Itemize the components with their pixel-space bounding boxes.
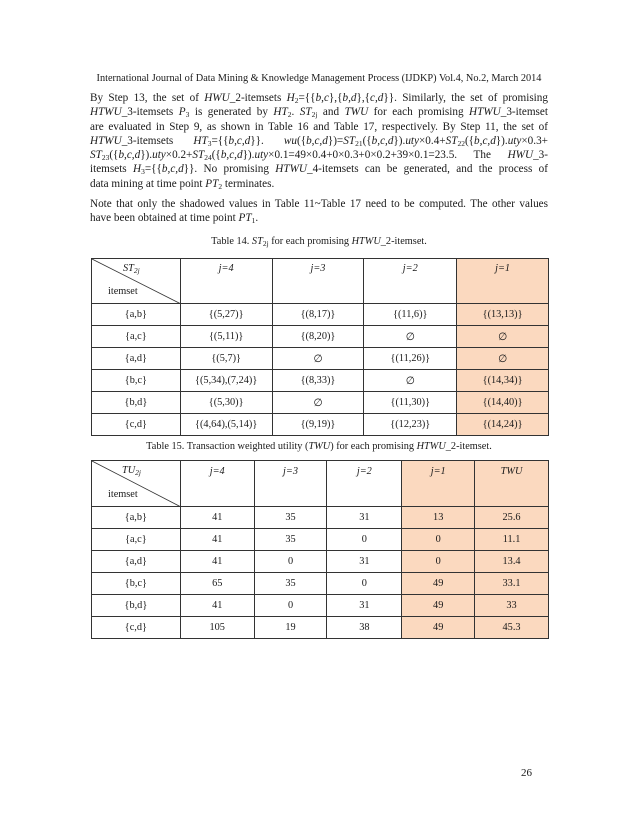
table14 [91, 258, 549, 436]
table-cell: {(11,30)} [364, 392, 457, 414]
table-cell: {(5,30)} [180, 392, 272, 414]
table15-col-header: TWU [475, 461, 549, 507]
table-cell: 41 [180, 551, 254, 573]
table14-corner-bottom: itemset [108, 286, 138, 297]
table-cell-shaded: 13 [402, 507, 475, 529]
table-cell: ∅ [364, 326, 457, 348]
table-cell: 0 [254, 595, 327, 617]
table-cell-shaded: 49 [402, 573, 475, 595]
itemset-cell: {a,b} [92, 304, 181, 326]
table15-corner-cell [92, 461, 181, 507]
table-cell: {(9,19)} [272, 414, 364, 436]
table-cell: {(11,26)} [364, 348, 457, 370]
table-cell: 41 [180, 529, 254, 551]
table-cell: 105 [180, 617, 254, 639]
table-cell: {(8,33)} [272, 370, 364, 392]
para2-line-2: have been obtained at time point $PT_1$. [90, 212, 259, 226]
table-cell: 65 [180, 573, 254, 595]
para1-line-1: By Step 13, the set of HWU_2-itemsets $H_2=\{\{b,c\},\{b,d\},\{c,d\}\}$. Similarly, the set of promising [90, 92, 548, 105]
table15-caption: Table 15. Transaction weighted utility (TWU) for each promising HTWU_2-itemset. [146, 441, 492, 452]
itemset-cell: {c,d} [92, 617, 181, 639]
table15 [91, 460, 549, 639]
table14-col-header: j=3 [272, 259, 364, 304]
table-cell: {(8,20)} [272, 326, 364, 348]
table-cell: 41 [180, 595, 254, 617]
table-row [92, 414, 549, 436]
table-cell: {(11,6)} [364, 304, 457, 326]
table-cell-shaded: ∅ [457, 326, 549, 348]
table-cell-shaded: {(13,13)} [457, 304, 549, 326]
table-cell-shaded: 49 [402, 617, 475, 639]
table-cell: 0 [327, 529, 402, 551]
table-row [92, 507, 549, 529]
table15-col-header: j=2 [327, 461, 402, 507]
table15-col-header: j=3 [254, 461, 327, 507]
itemset-cell: {a,c} [92, 326, 181, 348]
table-cell-shaded: {(14,24)} [457, 414, 549, 436]
table-row [92, 573, 549, 595]
table-cell: 31 [327, 507, 402, 529]
table-cell-shaded: 11.1 [475, 529, 549, 551]
itemset-cell: {b,d} [92, 595, 181, 617]
paragraph-step13 [90, 91, 548, 191]
table-row [92, 595, 549, 617]
table-cell: {(4,64),(5,14)} [180, 414, 272, 436]
table-cell-shaded: 33.1 [475, 573, 549, 595]
itemset-cell: {b,c} [92, 573, 181, 595]
itemset-cell: {a,c} [92, 529, 181, 551]
page-number: 26 [521, 767, 532, 779]
table-cell: 31 [327, 595, 402, 617]
table-cell: {(5,7)} [180, 348, 272, 370]
para2-line-1: Note that only the shadowed values in Table 11~Table 17 need to be computed. The other values [90, 198, 548, 210]
table-row [92, 529, 549, 551]
table-row [92, 617, 549, 639]
table14-header-row [92, 259, 549, 304]
itemset-cell: {a,d} [92, 551, 181, 573]
table15-corner-top: $TU_{2j}$ [122, 465, 142, 477]
table-row [92, 326, 549, 348]
table14-col-header: j=4 [180, 259, 272, 304]
table-cell-shaded: 0 [402, 551, 475, 573]
table-cell-shaded: 13.4 [475, 551, 549, 573]
paragraph-note [90, 197, 548, 226]
table-cell: 41 [180, 507, 254, 529]
table-row [92, 551, 549, 573]
table-cell: 31 [327, 551, 402, 573]
journal-header: International Journal of Data Mining & Knowledge Management Process (IJDKP) Vol.4, No.2, March 2014 [96, 73, 542, 84]
table-row [92, 304, 549, 326]
table-cell: ∅ [272, 392, 364, 414]
table-cell: 38 [327, 617, 402, 639]
table-cell-shaded: 33 [475, 595, 549, 617]
itemset-cell: {c,d} [92, 414, 181, 436]
table-cell: 35 [254, 573, 327, 595]
table14-caption: Table 14. $ST_{2j}$ for each promising HTWU_2-itemset. [211, 236, 427, 248]
table14-col-header: j=1 [457, 259, 549, 304]
table-cell: {(5,34),(7,24)} [180, 370, 272, 392]
table-row [92, 348, 549, 370]
para1-line-7: data mining at time point $PT_2$ terminates. [90, 177, 275, 191]
table-cell-shaded: 49 [402, 595, 475, 617]
para1-line-5: $ST_{23}(\{b,c,d\}).uty\times 0.2+ST_{24}(\{b,c,d\}).uty\times 0.1=49\times 0.4+0\times 0.3+0\times 0.2+39\times 0.1=23.5$. The HWU_3- [90, 149, 548, 163]
table14-corner-top: $ST_{2j}$ [123, 263, 140, 275]
table-cell: ∅ [364, 370, 457, 392]
table-cell-shaded: 0 [402, 529, 475, 551]
table-cell: {(12,23)} [364, 414, 457, 436]
table-cell: 35 [254, 529, 327, 551]
table-cell: 35 [254, 507, 327, 529]
table-cell: 19 [254, 617, 327, 639]
para1-line-6: itemsets $H_3=\{\{b,c,d\}\}$. No promising HTWU_4-itemsets can be generated, and the process of [90, 163, 548, 177]
itemset-cell: {b,d} [92, 392, 181, 414]
itemset-cell: {a,d} [92, 348, 181, 370]
para1-line-2: HTWU_3-itemsets $P_3$ is generated by $HT_2$. $ST_{2j}$ and TWU for each promising HTWU_3-itemset [90, 106, 548, 120]
table-cell: 0 [327, 573, 402, 595]
itemset-cell: {a,b} [92, 507, 181, 529]
table-cell: {(5,27)} [180, 304, 272, 326]
table-row [92, 370, 549, 392]
table-cell: {(5,11)} [180, 326, 272, 348]
table15-col-header: j=1 [402, 461, 475, 507]
itemset-cell: {b,c} [92, 370, 181, 392]
table-cell-shaded: ∅ [457, 348, 549, 370]
table-cell-shaded: 25.6 [475, 507, 549, 529]
table-row [92, 392, 549, 414]
table14-corner-cell [92, 259, 181, 304]
table-cell-shaded: {(14,34)} [457, 370, 549, 392]
table15-corner-bottom: itemset [108, 489, 138, 500]
table15-header-row [92, 461, 549, 507]
table-cell-shaded: {(14,40)} [457, 392, 549, 414]
table-cell: {(8,17)} [272, 304, 364, 326]
table-cell-shaded: 45.3 [475, 617, 549, 639]
table14-col-header: j=2 [364, 259, 457, 304]
para1-line-4: HTWU_3-itemsets $HT_3=\{\{b,c,d\}\}$. $wu(\{b,c,d\})=ST_{21}(\{b,c,d\}).uty\times 0.4+ST_{22}(\{b,c,d\}).uty\times 0.3+$ [90, 134, 548, 148]
table-cell: ∅ [272, 348, 364, 370]
para1-line-3: are evaluated in Step 9, as shown in Table 16 and Table 17, respectively. By Step 11, the set of [90, 120, 548, 133]
table-cell: 0 [254, 551, 327, 573]
table15-col-header: j=4 [180, 461, 254, 507]
